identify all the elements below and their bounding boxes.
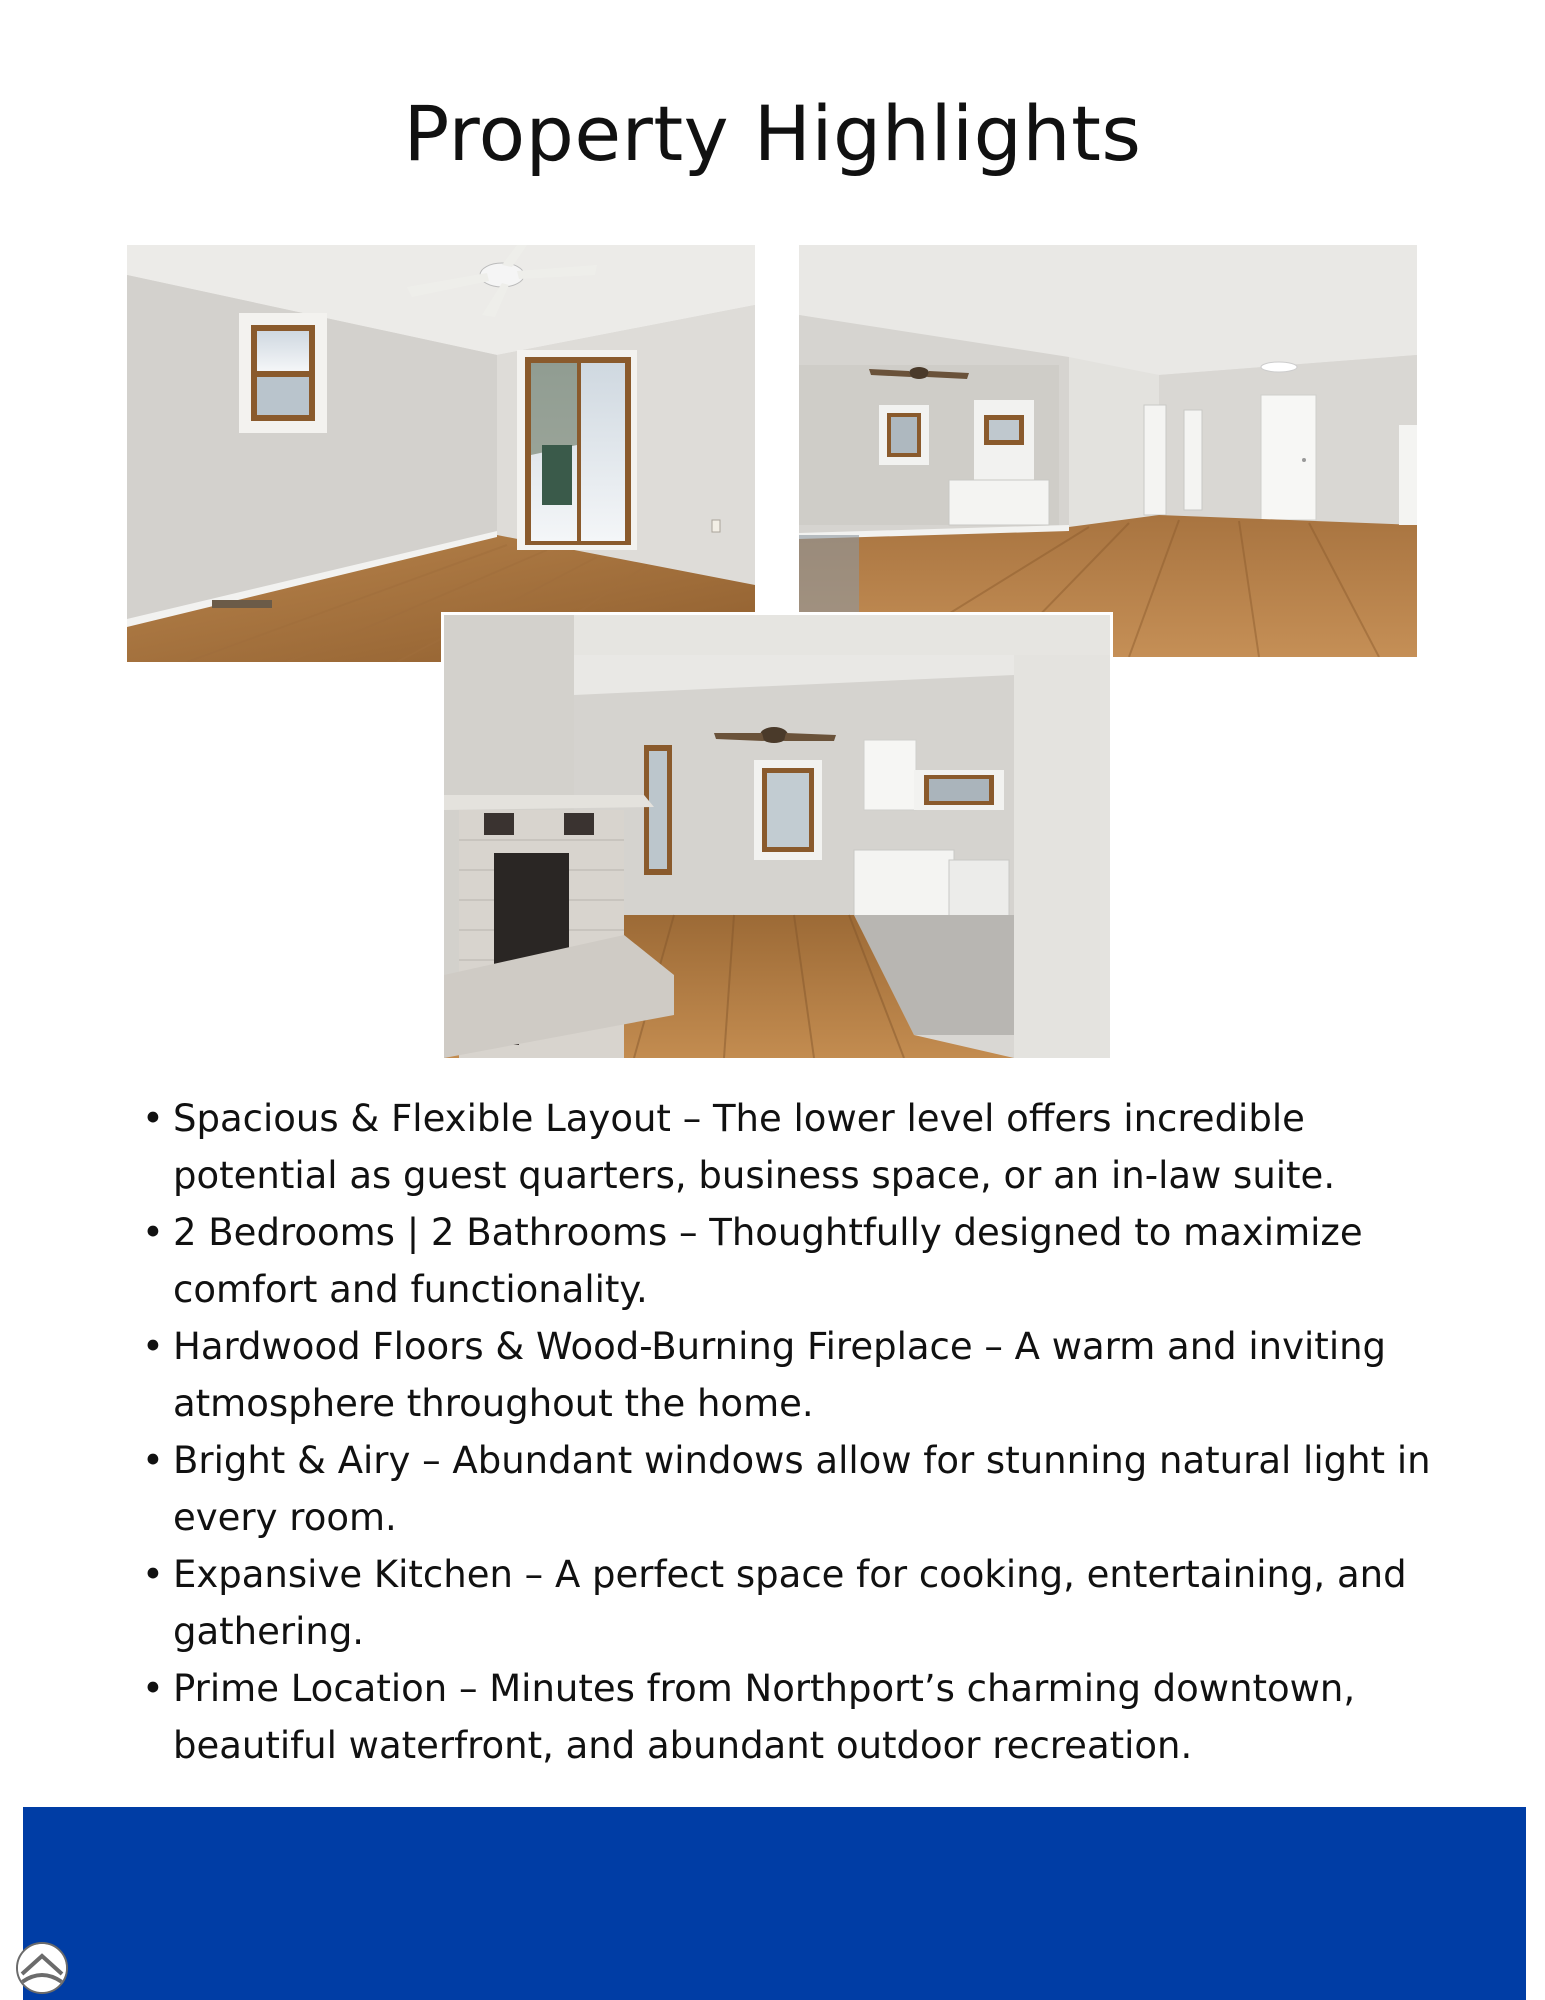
living-room-photo — [799, 245, 1417, 657]
list-item: • Spacious & Flexible Layout – The lower level offers incredible potential as guest quarters, business space, or an in-law suite. — [140, 1090, 1460, 1204]
highlights-list — [140, 1090, 1460, 1774]
list-item: • Hardwood Floors & Wood-Burning Fireplace – A warm and inviting atmosphere throughout the home. — [140, 1318, 1460, 1432]
brand-logo-icon — [16, 1942, 68, 1994]
list-item: • Prime Location – Minutes from Northport’s charming downtown, beautiful waterfront, and abundant outdoor recreation. — [140, 1660, 1460, 1774]
bedroom-photo — [127, 245, 755, 662]
fireplace-photo — [441, 612, 1113, 1058]
list-item: • Bright & Airy – Abundant windows allow for stunning natural light in every room. — [140, 1432, 1460, 1546]
footer-band — [23, 1807, 1526, 2000]
page-title: Property Highlights — [403, 89, 1142, 178]
list-item: • 2 Bedrooms | 2 Bathrooms – Thoughtfully designed to maximize comfort and functionality. — [140, 1204, 1460, 1318]
list-item: • Expansive Kitchen – A perfect space for cooking, entertaining, and gathering. — [140, 1546, 1460, 1660]
